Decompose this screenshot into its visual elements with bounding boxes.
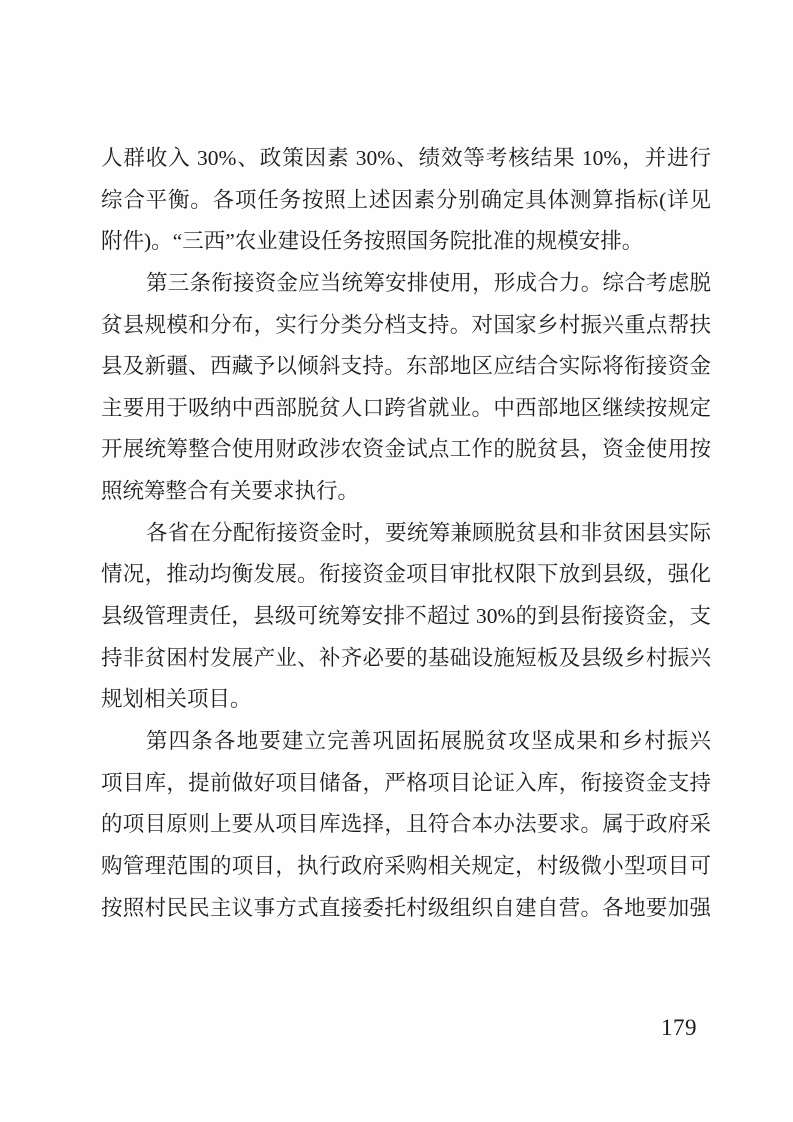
text-line: 规划相关项目。 xyxy=(101,687,252,712)
text-line: 按照村民民主议事方式直接委托村级组织自建自营。各地要加强 xyxy=(101,895,711,920)
text-line: 开展统筹整合使用财政涉农资金试点工作的脱贫县，资金使用按 xyxy=(101,437,711,462)
text-line: 项目库，提前做好项目储备，严格项目论证入库，衔接资金支持 xyxy=(101,770,711,795)
text-line: 人群收入 30%、政策因素 30%、绩效等考核结果 10%，并进行 xyxy=(101,146,711,170)
text-line: 照统筹整合有关要求执行。 xyxy=(101,479,360,504)
text-line: 的项目原则上要从项目库选择，且符合本办法要求。属于政府采 xyxy=(101,812,711,837)
text-line: 购管理范围的项目，执行政府采购相关规定，村级微小型项目可 xyxy=(101,853,711,878)
paragraph-continued xyxy=(101,138,711,263)
text-line: 各省在分配衔接资金时，要统筹兼顾脱贫县和非贫困县实际 xyxy=(146,520,711,545)
text-line: 综合平衡。各项任务按照上述因素分别确定具体测算指标(详见 xyxy=(101,187,711,212)
text-line: 主要用于吸纳中西部脱贫人口跨省就业。中西部地区继续按规定 xyxy=(101,395,711,420)
text-line: 附件)。“三西”农业建设任务按照国务院批准的规模安排。 xyxy=(101,229,644,254)
paragraph-article-3 xyxy=(101,263,711,513)
text-line: 第三条衔接资金应当统筹安排使用，形成合力。综合考虑脱 xyxy=(146,270,711,295)
text-line: 持非贫困村发展产业、补齐必要的基础设施短板及县级乡村振兴 xyxy=(101,645,711,670)
text-line: 贫县规模和分布，实行分类分档支持。对国家乡村振兴重点帮扶 xyxy=(101,312,711,337)
text-line: 县级管理责任，县级可统筹安排不超过 30%的到县衔接资金，支 xyxy=(101,604,711,629)
page-number: 179 xyxy=(661,1015,697,1040)
paragraph-article-4 xyxy=(101,721,711,929)
text-line: 第四条各地要建立完善巩固拓展脱贫攻坚成果和乡村振兴 xyxy=(146,728,711,753)
document-body xyxy=(101,138,711,929)
paragraph-province-allocation xyxy=(101,513,711,721)
text-line: 县及新疆、西藏予以倾斜支持。东部地区应结合实际将衔接资金 xyxy=(101,354,711,379)
text-line: 情况，推动均衡发展。衔接资金项目审批权限下放到县级，强化 xyxy=(101,562,711,587)
